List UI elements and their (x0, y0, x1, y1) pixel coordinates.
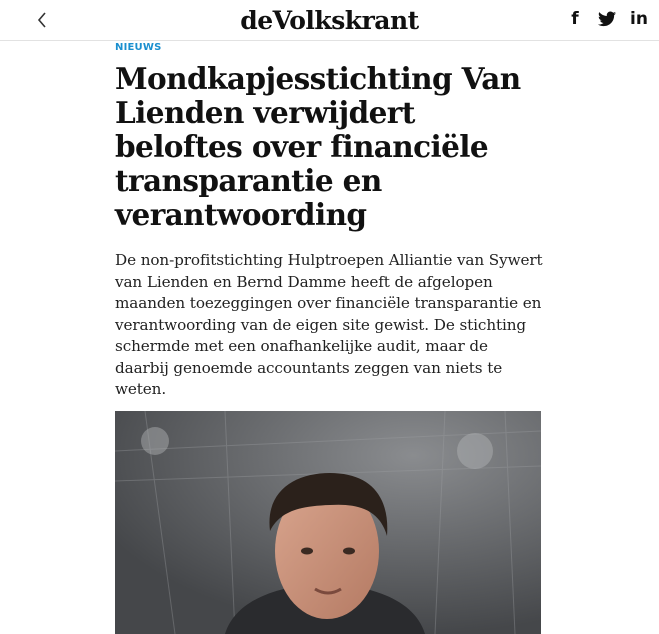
share-buttons (565, 9, 649, 29)
facebook-icon[interactable]: f (571, 9, 579, 29)
linkedin-icon[interactable]: in (630, 9, 648, 29)
article-headline: Mondkapjesstichting Van Lienden verwijdert beloftes over financiële transparantie en verantwoording (115, 61, 521, 232)
site-logo[interactable]: deVolkskrant (240, 6, 419, 35)
top-bar (0, 0, 659, 41)
twitter-icon[interactable] (597, 9, 617, 29)
hero-photo (115, 411, 541, 634)
category-label[interactable]: NIEUWS (115, 42, 162, 53)
hero-image[interactable] (115, 411, 541, 634)
article-lead: De non-profitstichting Hulptroepen Alliantie van Sywert van Lienden en Bernd Damme heeft de afgelopen maanden toezeggingen over financiële transparantie en verantwoording van de eigen site gewist. De stichting schermde met een onafhankelijke audit, maar de daarbij genoemde accountants zeggen van niets te weten. (115, 251, 543, 398)
article (115, 42, 545, 429)
